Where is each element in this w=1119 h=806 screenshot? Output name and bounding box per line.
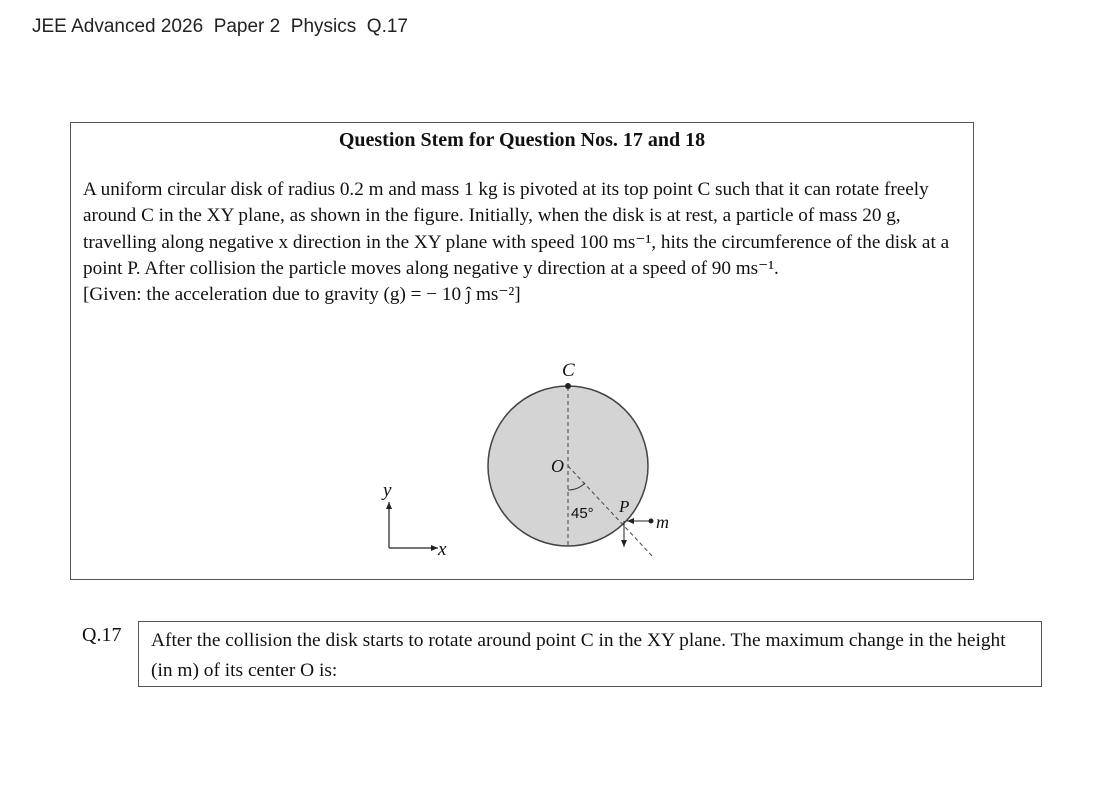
stem-paragraph-given: [Given: the acceleration due to gravity (g) = − 10 ĵ ms⁻²] (83, 284, 521, 306)
label-m: m (656, 512, 669, 532)
question-number: Q.17 (82, 624, 122, 646)
question-text: After the collision the disk starts to rotate around point C in the XY plane. The maximum change in the height (in m) of its center O is: (151, 630, 1006, 681)
pivot-point-c (565, 383, 571, 389)
axis-label-y: y (383, 480, 392, 501)
label-p: P (619, 497, 630, 516)
label-c: C (562, 360, 575, 381)
angle-label: 45° (571, 505, 594, 522)
particle-m (649, 519, 654, 524)
label-o: O (551, 456, 564, 476)
page-header: JEE Advanced 2026 Paper 2 Physics Q.17 (32, 16, 409, 37)
axis-label-x: x (438, 539, 447, 560)
question-box (138, 621, 1042, 687)
stem-title: Question Stem for Question Nos. 17 and 18 (338, 129, 706, 151)
stem-paragraph-main: A uniform circular disk of radius 0.2 m and mass 1 kg is pivoted at its top point C such that it can rotate freely around C in the XY plane, as shown in the figure. Initially, when the disk is at rest, a particle of mass 20 g, travelling along negative x direction in the XY plane with speed 100 ms⁻¹, hits the circumference of the disk at a point P. After collision the particle moves along negative y direction at a speed of 90 ms⁻¹. (83, 179, 950, 279)
